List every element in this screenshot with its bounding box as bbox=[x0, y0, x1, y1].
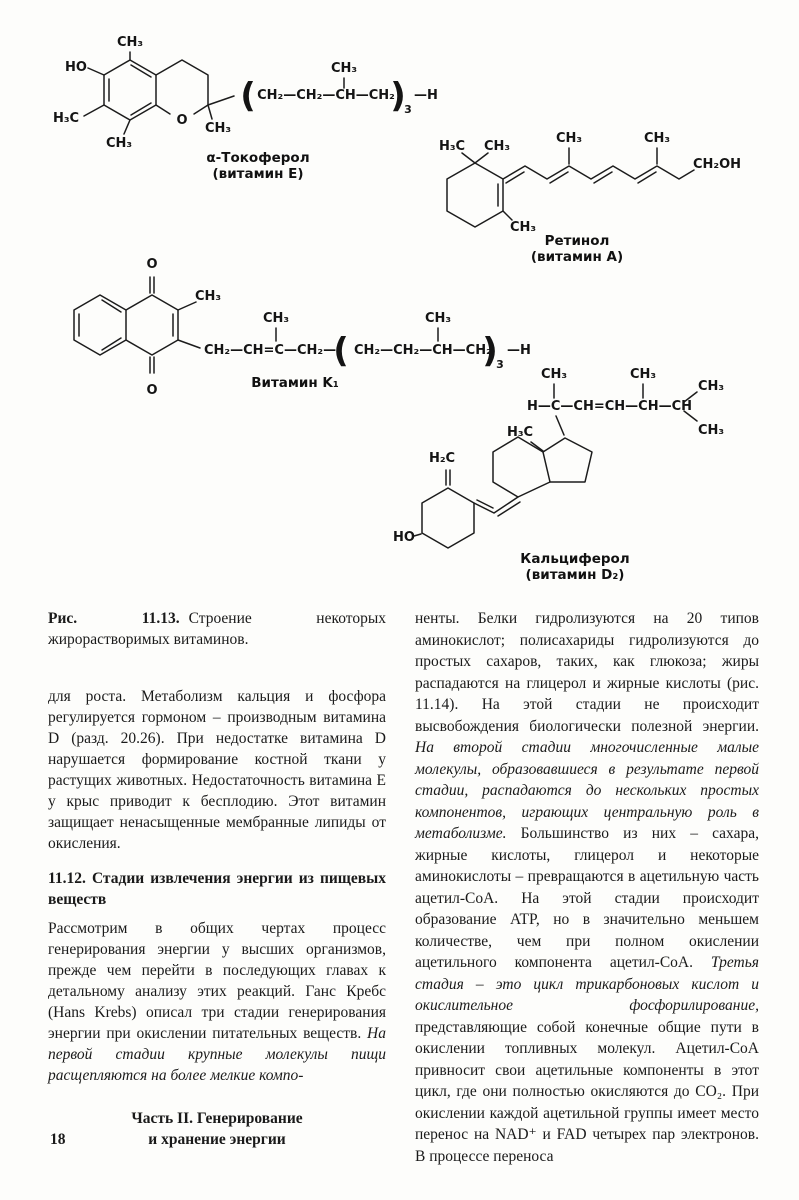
svg-text:(: ( bbox=[333, 331, 349, 371]
structure-name-line: (витамин A) bbox=[530, 249, 624, 265]
svg-text:H₃C: H₃C bbox=[506, 425, 534, 440]
structure-name-line: Кальциферол bbox=[520, 551, 630, 567]
svg-text:O: O bbox=[146, 383, 158, 398]
svg-text:CH₃: CH₃ bbox=[555, 131, 583, 146]
structure-name-line: Ретинол bbox=[544, 233, 610, 249]
figure-caption: Рис. 11.13. Строение некоторых жирорастворимых витаминов. bbox=[48, 610, 386, 648]
svg-text:O: O bbox=[146, 257, 158, 272]
svg-text:H₂C: H₂C bbox=[428, 451, 456, 466]
svg-text:HO: HO bbox=[393, 530, 415, 545]
svg-text:CH₃: CH₃ bbox=[629, 367, 657, 382]
svg-text:3: 3 bbox=[496, 358, 504, 371]
structure-alpha-tocopherol bbox=[53, 35, 438, 151]
structure-name-line: α-Токоферол bbox=[206, 150, 310, 166]
svg-text:O: O bbox=[176, 113, 188, 128]
svg-text:H₃C: H₃C bbox=[52, 111, 80, 126]
svg-text:CH₃: CH₃ bbox=[204, 121, 232, 136]
running-footer-line: и хранение энергии bbox=[148, 1131, 286, 1148]
svg-text:H₃C: H₃C bbox=[438, 139, 466, 154]
structure-calciferol bbox=[393, 367, 724, 548]
structure-name-line: (витамин E) bbox=[212, 166, 304, 182]
svg-text:(: ( bbox=[240, 76, 256, 116]
structure-name-tocopherol bbox=[178, 150, 338, 182]
svg-text:CH₃: CH₃ bbox=[116, 35, 144, 50]
right-column bbox=[415, 608, 759, 1167]
structure-retinol bbox=[439, 131, 741, 235]
svg-text:CH₃: CH₃ bbox=[697, 423, 725, 438]
running-footer bbox=[48, 1108, 386, 1150]
svg-text:CH₃: CH₃ bbox=[105, 136, 133, 151]
svg-text:): ) bbox=[390, 76, 406, 116]
structure-name-line: (витамин D₂) bbox=[525, 567, 625, 583]
footer bbox=[48, 1108, 386, 1150]
svg-text:HO: HO bbox=[65, 60, 87, 75]
svg-text:CH₃: CH₃ bbox=[509, 220, 537, 235]
svg-text:CH₃: CH₃ bbox=[262, 311, 290, 326]
svg-text:CH₂—CH₂—CH—CH₂: CH₂—CH₂—CH—CH₂ bbox=[354, 343, 492, 358]
svg-text:CH₂—CH=C—CH₂—: CH₂—CH=C—CH₂— bbox=[204, 343, 337, 358]
structure-name-line: Витамин K₁ bbox=[251, 375, 339, 391]
svg-text:CH₃: CH₃ bbox=[424, 311, 452, 326]
svg-text:—H: —H bbox=[414, 88, 438, 103]
structure-name-calciferol bbox=[495, 551, 655, 583]
left-column bbox=[48, 608, 386, 1150]
svg-text:CH₃: CH₃ bbox=[330, 61, 358, 76]
svg-text:CH₃: CH₃ bbox=[483, 139, 511, 154]
page-number: 18 bbox=[50, 1131, 66, 1148]
svg-text:): ) bbox=[482, 331, 498, 371]
svg-text:CH₂OH: CH₂OH bbox=[692, 157, 742, 172]
svg-text:3: 3 bbox=[404, 103, 412, 116]
svg-text:CH₂—CH₂—CH—CH₂: CH₂—CH₂—CH—CH₂ bbox=[257, 88, 395, 103]
running-footer-line: Часть II. Генерирование bbox=[131, 1110, 303, 1127]
svg-text:CH₃: CH₃ bbox=[697, 379, 725, 394]
svg-text:CH₃: CH₃ bbox=[540, 367, 568, 382]
structure-name-retinol bbox=[497, 233, 657, 265]
svg-text:H—C—CH=CH—CH—CH: H—C—CH=CH—CH—CH bbox=[527, 399, 692, 414]
svg-text:—H: —H bbox=[507, 343, 531, 358]
left-paragraph-1: для роста. Метаболизм кальция и фосфора регулируется гормоном – производным витамина D (разд. 20.26). При недостатке витамина D нарушается формирование костной ткани у растущих животных. Недостаточность витамина E у крыс приводит к бесплодию. Этот витамин защищает ненасыщенные мембранные липиды от окисления. bbox=[48, 688, 386, 852]
section-heading-11-12: 11.12. Стадии извлечения энергии из пищевых веществ bbox=[48, 870, 386, 908]
right-paragraph: ненты. Белки гидролизуются на 20 типов аминокислот; полисахариды гидролизуются до простых сахаров, таких, как глюкоза; жиры распадаются на глицерол и жирные кислоты (рис. 11.14). На этой стадии не происходит высвобождения биологически полезной энергии. На второй стадии многочисленные малые молекулы, образовавшиеся в результате первой стадии, распадаются до нескольких простых компонентов, играющих центральную роль в метаболизме. Большинство из них – сахара, жирные кислоты, глицерол и некоторые аминокислоты – превращаются в ацетильную часть ацетил-CoA. На этой стадии происходит образование ATP, но в значительно меньшем количестве, чем при полном окислении ацетильного компонента ацетил-CoA. Третья стадия – это цикл трикарбоновых кислот и окислительное фосфорилирование, представляющие собой конечные общие пути в окислении топливных молекул. Ацетил-CoA привносит свои ацетильные компоненты в этот цикл, где они полностью окисляются до CO₂. При окислении каждой ацетильной группы имеет место перенос на NAD⁺ и FAD четырех пар электронов. В процессе переноса bbox=[415, 610, 759, 1165]
svg-text:CH₃: CH₃ bbox=[643, 131, 671, 146]
svg-text:CH₃: CH₃ bbox=[194, 289, 222, 304]
left-paragraph-2: Рассмотрим в общих чертах процесс генерирования энергии у высших организмов, прежде чем перейти в последующих главах к детальному анализу этих реакций. Ганс Кребс (Hans Krebs) описал три стадии генерирования энергии при окислении питательных веществ. На первой стадии крупные молекулы пищи расщепляются на более мелкие компо- bbox=[48, 920, 386, 1084]
structure-name-vitamin-k1 bbox=[210, 375, 380, 391]
